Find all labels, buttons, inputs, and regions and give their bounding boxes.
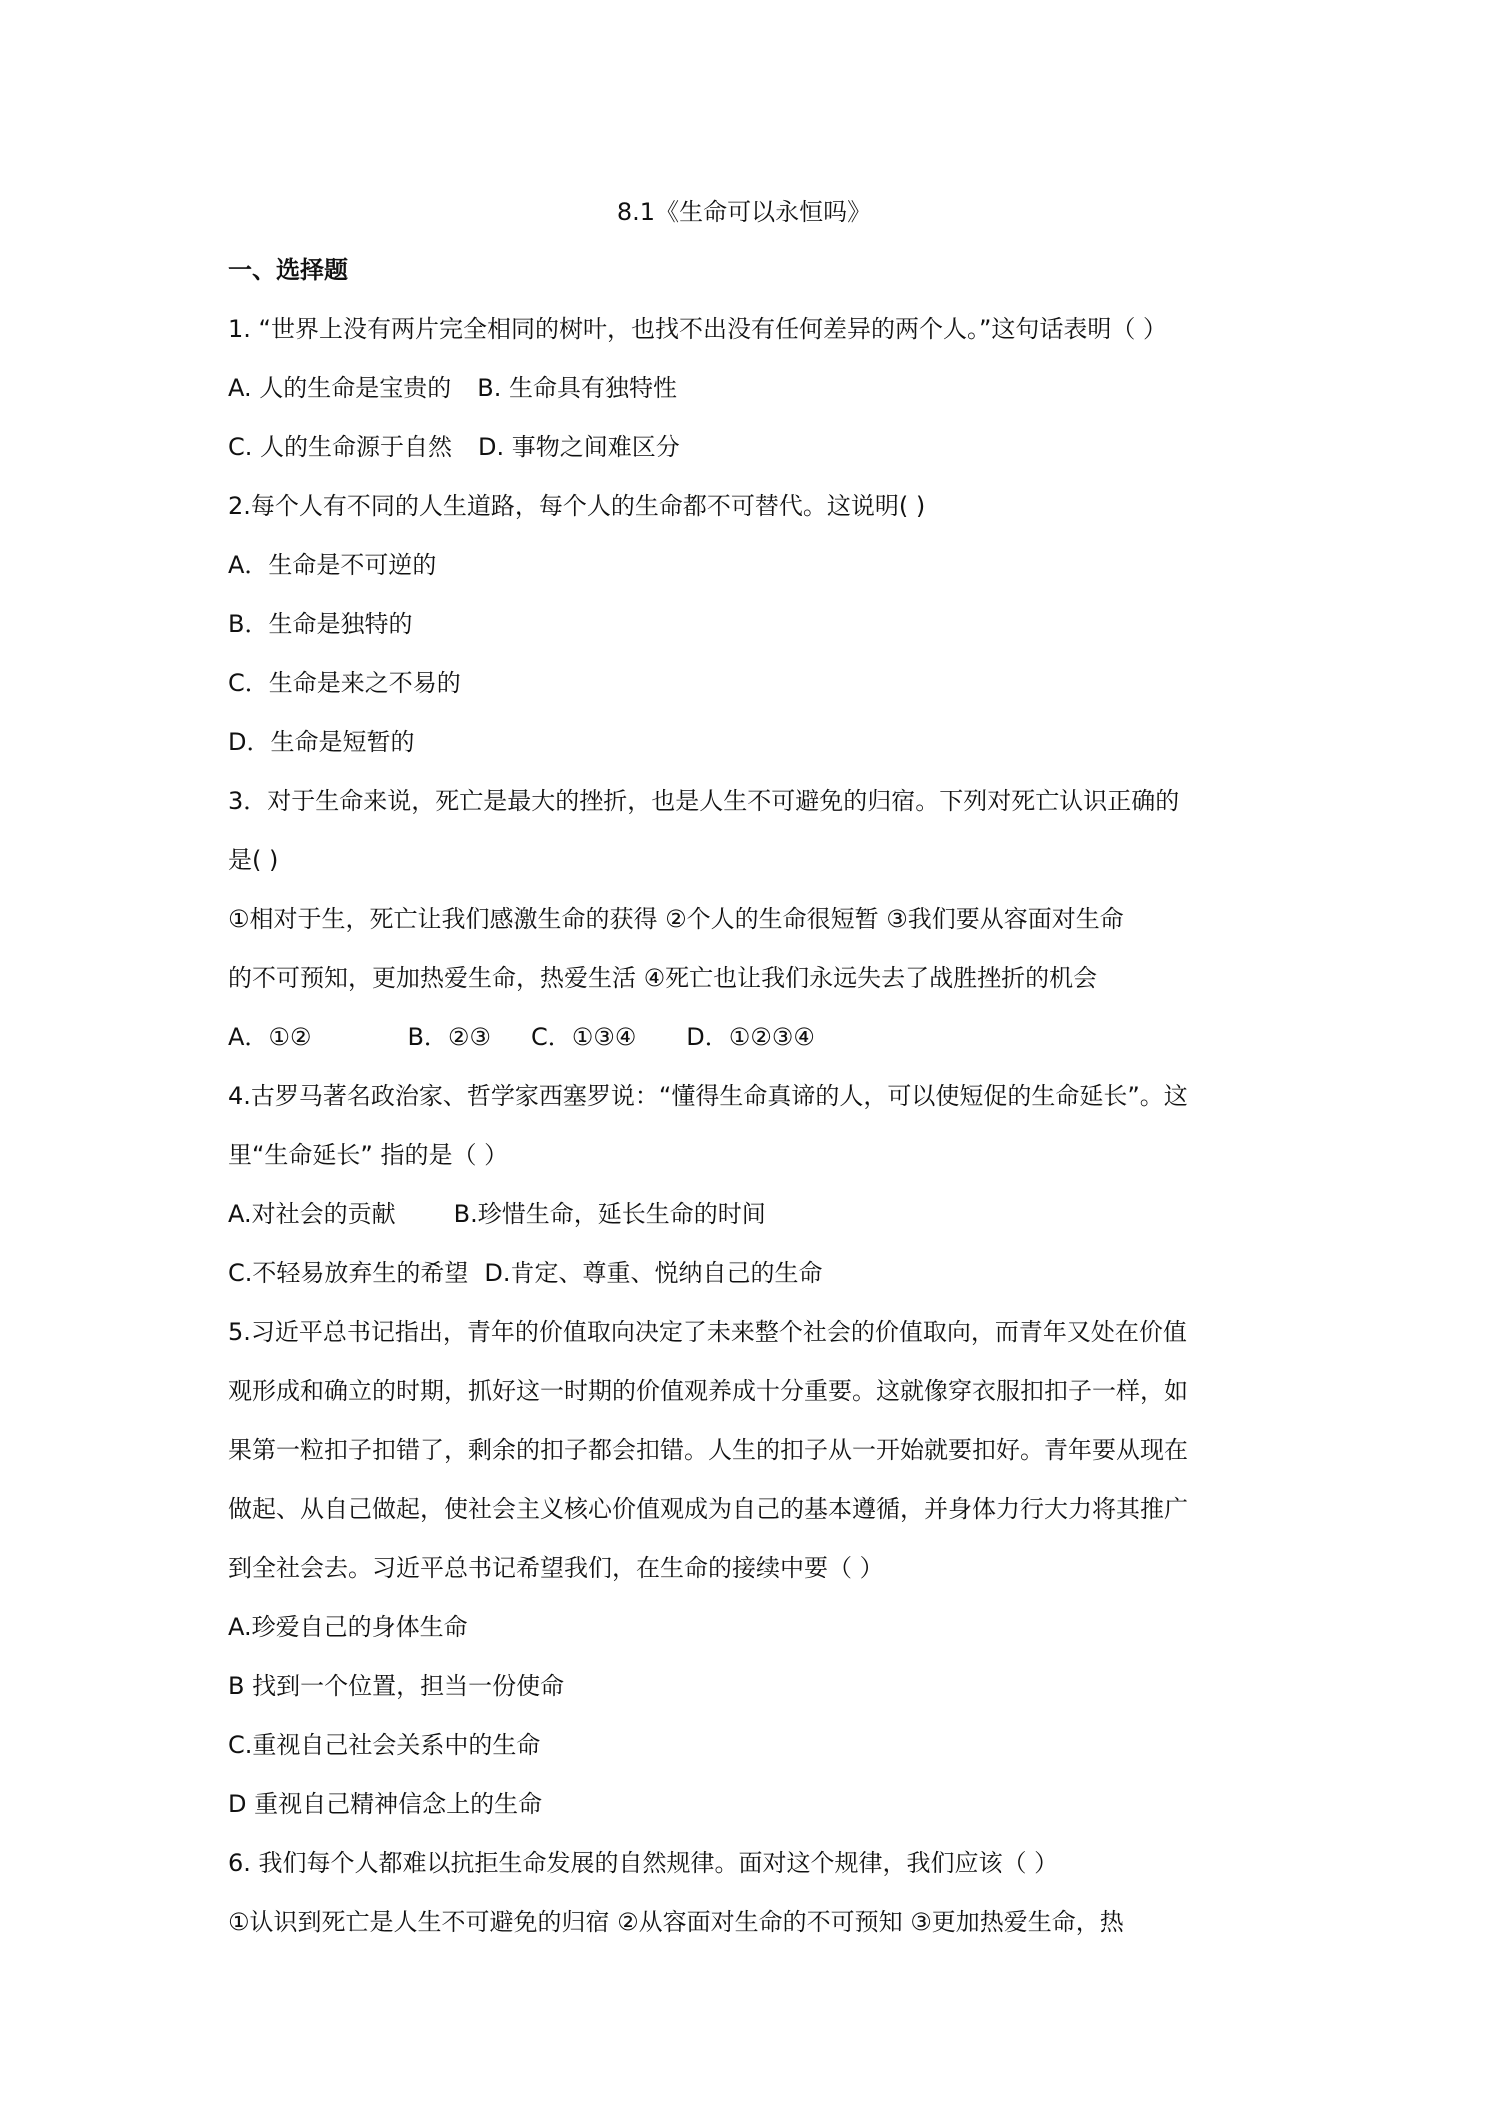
q5-stem-line-2: 观形成和确立的时期，抓好这一时期的价值观养成十分重要。这就像穿衣服扣扣子一样，如	[228, 1377, 1188, 1405]
q5-stem-line-4: 做起、从自己做起，使社会主义核心价值观成为自己的基本遵循，并身体力行大力将其推广	[228, 1495, 1188, 1523]
q1-options-row-1	[228, 372, 677, 404]
q1-option-c: C. 人的生命源于自然	[228, 433, 453, 461]
q2-option-a: A．生命是不可逆的	[228, 551, 437, 579]
q5-stem-line-5: 到全社会去。习近平总书记希望我们，在生命的接续中要（ ）	[228, 1554, 884, 1582]
q5-option-c: C.重视自己社会关系中的生命	[228, 1731, 541, 1759]
q1-options-row-2	[228, 431, 680, 463]
q4-option-c: C.不轻易放弃生的希望	[228, 1259, 469, 1287]
q3-items-line-2: 的不可预知，更加热爱生命，热爱生活 ④死亡也让我们永远失去了战胜挫折的机会	[228, 964, 1098, 992]
q2-option-d: D．生命是短暂的	[228, 728, 415, 756]
q1-option-a: A. 人的生命是宝贵的	[228, 374, 452, 402]
q3-items-line-1: ①相对于生，死亡让我们感激生命的获得 ②个人的生命很短暂 ③我们要从容面对生命	[228, 905, 1124, 933]
q3-option-c: C．①③④	[530, 1023, 637, 1051]
q3-stem-line-1: 3．对于生命来说，死亡是最大的挫折，也是人生不可避免的归宿。下列对死亡认识正确的	[228, 787, 1180, 815]
q1-option-d: D. 事物之间难区分	[478, 433, 680, 461]
q2-option-b: B．生命是独特的	[228, 610, 413, 638]
q4-option-b: B.珍惜生命，延长生命的时间	[453, 1200, 766, 1228]
q6-items-line-1: ①认识到死亡是人生不可避免的归宿 ②从容面对生命的不可预知 ③更加热爱生命，热	[228, 1908, 1124, 1936]
q4-stem-line-1: 4.古罗马著名政治家、哲学家西塞罗说：“懂得生命真谛的人，可以使短促的生命延长”。这	[228, 1082, 1188, 1110]
q2-stem: 2.每个人有不同的人生道路，每个人的生命都不可替代。这说明( )	[228, 492, 926, 520]
q4-options-row-2	[228, 1257, 823, 1289]
q5-option-a: A.珍爱自己的身体生命	[228, 1613, 468, 1641]
q3-option-b: B．②③	[407, 1023, 491, 1051]
q1-option-b: B. 生命具有独特性	[477, 374, 677, 402]
q5-stem-line-1: 5.习近平总书记指出，青年的价值取向决定了未来整个社会的价值取向，而青年又处在价值	[228, 1318, 1187, 1346]
q6-stem: 6. 我们每个人都难以抗拒生命发展的自然规律。面对这个规律，我们应该（ ）	[228, 1849, 1059, 1877]
q4-options-row-1	[228, 1198, 766, 1230]
document-title: 8.1《生命可以永恒吗》	[616, 198, 872, 226]
q1-stem: 1. “世界上没有两片完全相同的树叶，也找不出没有任何差异的两个人。”这句话表明（ ）	[228, 315, 1168, 343]
q5-option-d: D 重视自己精神信念上的生命	[228, 1790, 543, 1818]
q5-option-b: B 找到一个位置，担当一份使命	[228, 1672, 565, 1700]
q5-stem-line-3: 果第一粒扣子扣错了，剩余的扣子都会扣错。人生的扣子从一开始就要扣好。青年要从现在	[228, 1436, 1188, 1464]
q3-option-d: D．①②③④	[686, 1023, 815, 1051]
section-heading: 一、选择题	[228, 256, 348, 284]
q4-option-a: A.对社会的贡献	[228, 1200, 396, 1228]
q3-options-row	[228, 1021, 815, 1053]
q3-stem-line-2: 是( )	[228, 846, 279, 874]
q4-stem-line-2: 里“生命延长” 指的是（ ）	[228, 1141, 509, 1169]
q2-option-c: C．生命是来之不易的	[228, 669, 461, 697]
q3-option-a: A．①②	[228, 1023, 312, 1051]
q4-option-d: D.肯定、尊重、悦纳自己的生命	[484, 1259, 823, 1287]
